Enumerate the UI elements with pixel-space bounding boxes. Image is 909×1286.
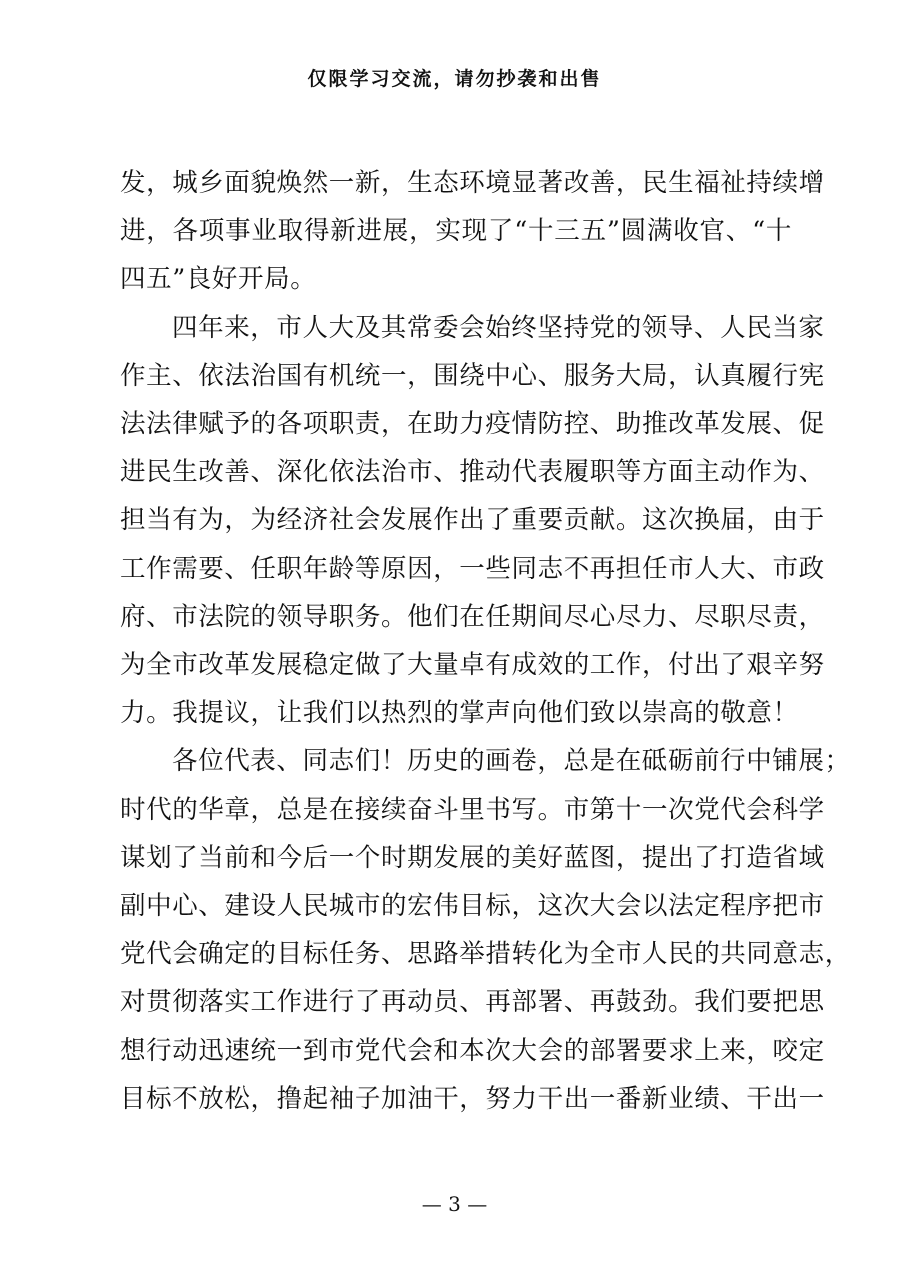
document-body <box>120 159 851 1123</box>
text-line: 法法律赋予的各项职责，在助力疫情防控、助推改革发展、促 <box>120 409 825 440</box>
paragraph-3 <box>120 737 851 1123</box>
page-header: 仅限学习交流，请勿抄袭和出售 <box>307 68 602 90</box>
text-line: 想行动迅速统一到市党代会和本次大会的部署要求上来，咬定 <box>120 1035 825 1066</box>
text-line: 时代的华章，总是在接续奋斗里书写。市第十一次党代会科学 <box>120 794 825 825</box>
text-line: 副中心、建设人民城市的宏伟目标，这次大会以法定程序把市 <box>120 891 825 922</box>
text-line: 四五”良好开局。 <box>120 264 317 295</box>
text-line: 府、市法院的领导职务。他们在任期间尽心尽力、尽职尽责， <box>120 601 825 632</box>
paragraph-1 <box>120 159 825 304</box>
paragraph-2 <box>120 304 825 738</box>
text-line: 力。我提议，让我们以热烈的掌声向他们致以崇高的敬意！ <box>120 698 799 729</box>
text-line: 各位代表、同志们！历史的画卷，总是在砥砺前行中铺展； <box>172 746 851 777</box>
text-line: 目标不放松，撸起袖子加油干，努力干出一番新业绩、干出一 <box>120 1083 825 1114</box>
text-line: 作主、依法治国有机统一，围绕中心、服务大局，认真履行宪 <box>120 360 825 391</box>
text-line: 担当有为，为经济社会发展作出了重要贡献。这次换届，由于 <box>120 505 825 536</box>
text-line: 工作需要、任职年龄等原因，一些同志不再担任市人大、市政 <box>120 553 825 584</box>
page-number: — 3 — <box>421 1192 488 1216</box>
text-line: 发，城乡面貌焕然一新，生态环境显著改善，民生福祉持续增 <box>120 168 825 198</box>
text-line: 进，各项事业取得新进展，实现了“十三五”圆满收官、“十 <box>120 216 792 247</box>
text-line: 对贯彻落实工作进行了再动员、再部署、再鼓劲。我们要把思 <box>120 987 825 1018</box>
text-line: 为全市改革发展稳定做了大量卓有成效的工作，付出了艰辛努 <box>120 650 825 681</box>
text-line: 谋划了当前和今后一个时期发展的美好蓝图，提出了打造省域 <box>120 842 825 873</box>
text-line: 党代会确定的目标任务、思路举措转化为全市人民的共同意志， <box>120 939 851 970</box>
text-line: 四年来，市人大及其常委会始终坚持党的领导、人民当家 <box>172 312 825 343</box>
text-line: 进民生改善、深化依法治市、推动代表履职等方面主动作为、 <box>120 457 825 488</box>
